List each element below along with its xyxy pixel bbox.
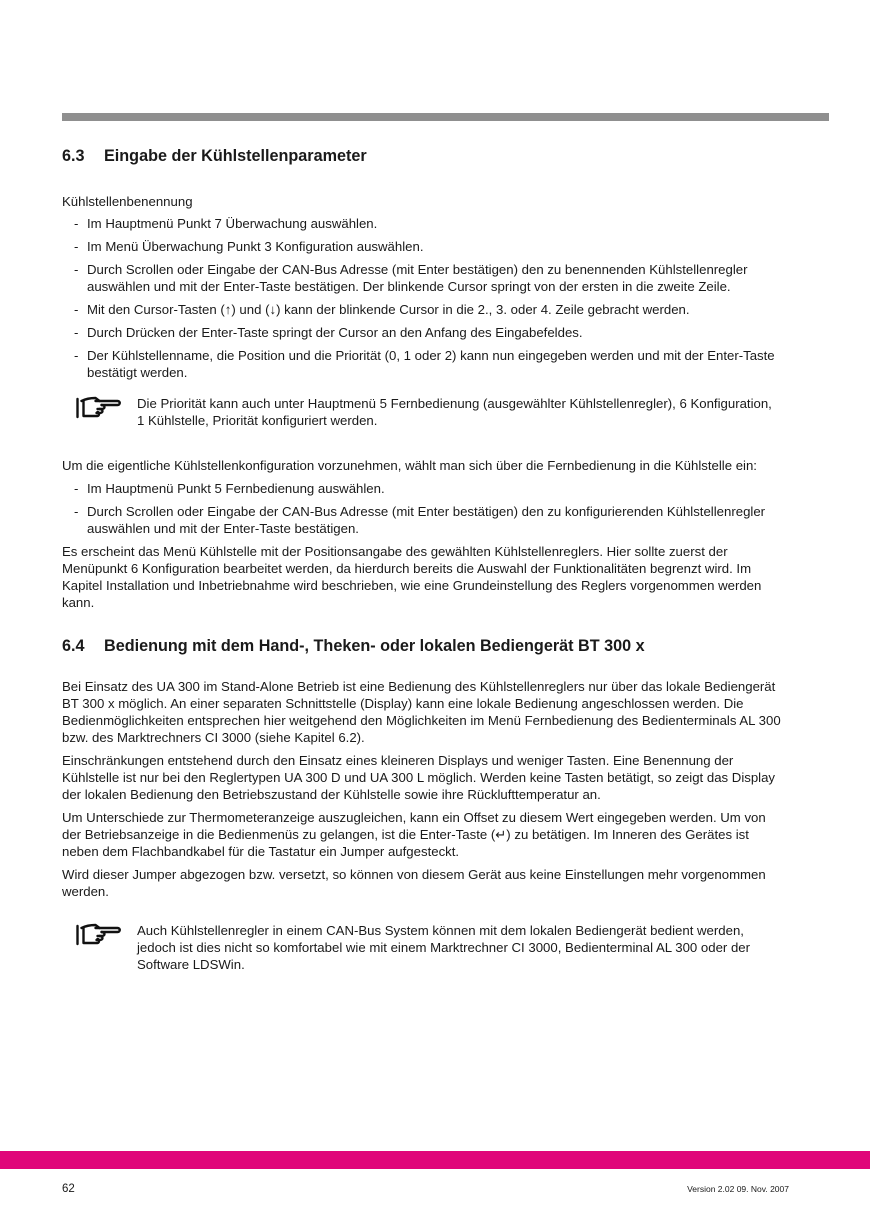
paragraph: Wird dieser Jumper abgezogen bzw. versetzt, so können von diesem Gerät aus keine Einstellungen mehr vorgenommen werden. <box>62 867 766 899</box>
pointing-hand-icon <box>62 395 137 419</box>
note-text: Auch Kühlstellenregler in einem CAN-Bus System können mit dem lokalen Bediengerät bedient werden, jedoch ist dies nicht so komfortabel wie mit einem Marktrechner CI 3000, Bedienterminal AL 300 oder der Software LDSWin. <box>137 923 751 972</box>
list-item: - Im Menü Überwachung Punkt 3 Konfiguration auswählen. <box>62 238 782 255</box>
pointing-hand-icon <box>62 922 137 946</box>
footer-bar <box>0 1151 870 1169</box>
list-item: - Durch Drücken der Enter-Taste springt der Cursor an den Anfang des Eingabefeldes. <box>62 324 782 341</box>
list-item: - Im Hauptmenü Punkt 5 Fernbedienung auswählen. <box>62 480 782 497</box>
section-6-4-heading <box>62 636 782 656</box>
page-content <box>62 146 782 979</box>
steps-list <box>62 215 782 381</box>
section-number: 6.3 <box>62 147 85 165</box>
note-text: Die Priorität kann auch unter Hauptmenü 5 Fernbedienung (ausgewählter Kühlstellenregler), 6 Konfiguration, 1 Kühlstelle, Priorität konfiguriert werden. <box>137 396 772 428</box>
paragraph: Es erscheint das Menü Kühlstelle mit der Positionsangabe des gewählten Kühlstellenreglers. Hier sollte zuerst der Menüpunkt 6 Konfiguration bearbeitet werden, da hierdurch bereits die Auswahl der Funktionalitäten begrenzt wird. Im Kapitel Installation und Inbetriebnahme wird beschrieben, wie eine Grundeinstellung des Reglers vorgenommen werden kann. <box>62 544 762 610</box>
section-number: 6.4 <box>62 637 85 655</box>
section-title: Bedienung mit dem Hand-, Theken- oder lokalen Bediengerät BT 300 x <box>104 637 645 655</box>
list-item: - Mit den Cursor-Tasten (↑) und (↓) kann der blinkende Cursor in die 2., 3. oder 4. Zeile gebracht werden. <box>62 301 782 318</box>
paragraph: Einschränkungen entstehend durch den Einsatz eines kleineren Displays und weniger Tasten. Eine Benennung der Kühlstelle ist nur bei den Reglertypen UA 300 D und UA 300 L möglich. Werden keine Tasten betätigt, so zeigt das Display der lokalen Bedienung den Betriebszustand der Kühlstelle sowie ihre Rücklufttemperatur an. <box>62 753 776 802</box>
list-item: - Im Hauptmenü Punkt 7 Überwachung auswählen. <box>62 215 782 232</box>
list-item: - Durch Scrollen oder Eingabe der CAN-Bus Adresse (mit Enter bestätigen) den zu konfigurierenden Kühlstellenregler auswählen und mit der Enter-Taste bestätigen. <box>62 503 782 537</box>
note-block <box>62 395 782 429</box>
paragraph: Um die eigentliche Kühlstellenkonfiguration vorzunehmen, wählt man sich über die Fernbedienung in die Kühlstelle ein: <box>62 458 757 473</box>
paragraph: Um Unterschiede zur Thermometeranzeige auszugleichen, kann ein Offset zu diesem Wert eingegeben werden. Um von der Betriebsanzeige in die Bedienmenüs zu gelangen, ist die Enter-Taste (↵) zu betätigen. Im Inneren des Gerätes ist neben dem Flachbandkabel für die Tastatur ein Jumper aufgesteckt. <box>62 810 766 859</box>
section-6-3-heading <box>62 146 782 166</box>
header-rule <box>62 113 829 121</box>
page-number: 62 <box>62 1183 75 1195</box>
list-item: - Der Kühlstellenname, die Position und die Priorität (0, 1 oder 2) kann nun eingegeben werden und mit der Enter-Taste bestätigt werden. <box>62 347 782 381</box>
version-label: Version 2.02 09. Nov. 2007 <box>687 1184 789 1194</box>
list-item: - Durch Scrollen oder Eingabe der CAN-Bus Adresse (mit Enter bestätigen) den zu benennenden Kühlstellenregler auswählen und mit der Enter-Taste bestätigen. Der blinkende Cursor springt von der ersten in die zweite Zeile. <box>62 261 782 295</box>
steps-list-2 <box>62 480 782 537</box>
section-title: Eingabe der Kühlstellenparameter <box>104 147 367 165</box>
paragraph: Bei Einsatz des UA 300 im Stand-Alone Betrieb ist eine Bedienung des Kühlstellenreglers nur über das lokale Bediengerät BT 300 x möglich. An einer separaten Schnittstelle (Display) kann eine lokale Bedienung angeschlossen werden. Die Bedienmöglichkeiten entsprechen hier weitgehend den Möglichkeiten im Menü Fernbedienung des Bedienterminals AL 300 bzw. des Marktrechners CI 3000 (siehe Kapitel 6.2). <box>62 679 781 745</box>
subheading: Kühlstellenbenennung <box>62 194 193 209</box>
note-block <box>62 922 782 973</box>
